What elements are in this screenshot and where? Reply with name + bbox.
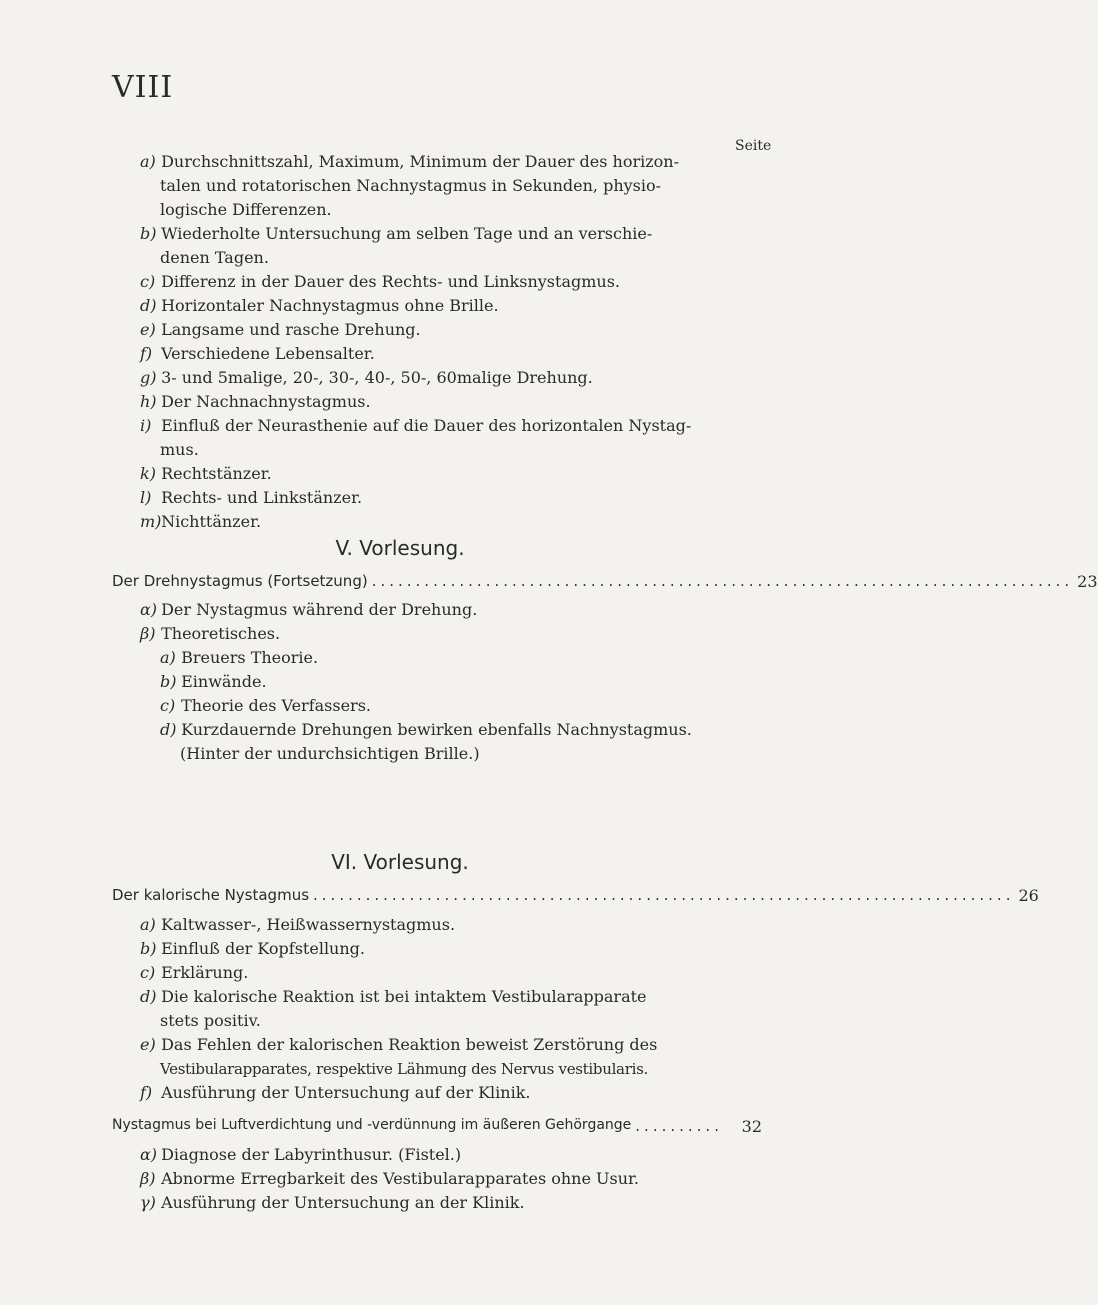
list-item: m) Nichttänzer. bbox=[140, 512, 262, 531]
list-item: c) Erklärung. bbox=[140, 963, 249, 982]
subsection-list bbox=[140, 150, 760, 534]
list-item-cont: talen und rotatorischen Nachnystagmus in Sekunden, physio- bbox=[160, 176, 662, 195]
list-item: d) Kurzdauernde Drehungen bewirken ebenfalls Nachnystagmus. bbox=[160, 720, 692, 739]
lecture-5-heading: V. Vorlesung. bbox=[335, 536, 465, 560]
list-item: a) Breuers Theorie. bbox=[160, 648, 319, 667]
list-item: f) Ausführung der Untersuchung auf der Klinik. bbox=[140, 1083, 531, 1102]
list-item: α) Diagnose der Labyrinthusur. (Fistel.) bbox=[140, 1145, 462, 1164]
list-item: b) Einwände. bbox=[160, 672, 267, 691]
list-item: g) 3- und 5malige, 20-, 30-, 40-, 50-, 60malige Drehung. bbox=[140, 368, 593, 387]
list-item-cont: Vestibularapparates, respektive Lähmung des Nervus vestibularis. bbox=[160, 1060, 648, 1078]
lecture-6-items-2 bbox=[140, 1143, 760, 1215]
lecture-6-heading: VI. Vorlesung. bbox=[331, 850, 469, 874]
page-number: VIII bbox=[112, 70, 174, 105]
list-item: l) Rechts- und Linkstänzer. bbox=[140, 488, 363, 507]
list-item: k) Rechtstänzer. bbox=[140, 464, 272, 483]
list-item: β) Abnorme Erregbarkeit des Vestibularapparates ohne Usur. bbox=[140, 1169, 640, 1188]
seite-label: Seite bbox=[735, 138, 772, 154]
list-item: b) Wiederholte Untersuchung am selben Tage und an verschie- bbox=[140, 224, 653, 243]
list-item: e) Langsame und rasche Drehung. bbox=[140, 320, 421, 339]
list-item: i) Einfluß der Neurasthenie auf die Dauer des horizontalen Nystag- bbox=[140, 416, 692, 435]
list-item: e) Das Fehlen der kalorischen Reaktion beweist Zerstörung des bbox=[140, 1035, 658, 1054]
list-item: β) Theoretisches. bbox=[140, 624, 281, 643]
lecture-5-items bbox=[140, 598, 760, 766]
list-item: a) Kaltwasser-, Heißwassernystagmus. bbox=[140, 915, 456, 934]
list-item: c) Differenz in der Dauer des Rechts- und Linksnystagmus. bbox=[140, 272, 620, 291]
list-item-cont: (Hinter der undurchsichtigen Brille.) bbox=[180, 744, 480, 763]
toc-entry: Nystagmus bei Luftverdichtung und -verdünnung im äußeren Gehörgange .......... 32 bbox=[112, 1117, 762, 1136]
list-item: c) Theorie des Verfassers. bbox=[160, 696, 371, 715]
lecture-6-items bbox=[140, 913, 765, 1105]
toc-entry: Der kalorische Nystagmus ................................................................................ 26 bbox=[112, 886, 1039, 905]
list-item: b) Einfluß der Kopfstellung. bbox=[140, 939, 365, 958]
list-item-cont: logische Differenzen. bbox=[160, 200, 332, 219]
list-item: h) Der Nachnachnystagmus. bbox=[140, 392, 371, 411]
list-item-cont: mus. bbox=[160, 440, 199, 459]
list-item: γ) Ausführung der Untersuchung an der Klinik. bbox=[140, 1193, 525, 1212]
list-item: a) Durchschnittszahl, Maximum, Minimum der Dauer des horizon- bbox=[140, 152, 680, 171]
list-item: f) Verschiedene Lebensalter. bbox=[140, 344, 375, 363]
list-item: α) Der Nystagmus während der Drehung. bbox=[140, 600, 478, 619]
list-item: d) Horizontaler Nachnystagmus ohne Brille. bbox=[140, 296, 499, 315]
toc-entry: Der Drehnystagmus (Fortsetzung) ................................................................................ 23 bbox=[112, 572, 1098, 591]
list-item-cont: denen Tagen. bbox=[160, 248, 269, 267]
list-item-cont: stets positiv. bbox=[160, 1011, 261, 1030]
list-item: d) Die kalorische Reaktion ist bei intaktem Vestibularapparate bbox=[140, 987, 647, 1006]
